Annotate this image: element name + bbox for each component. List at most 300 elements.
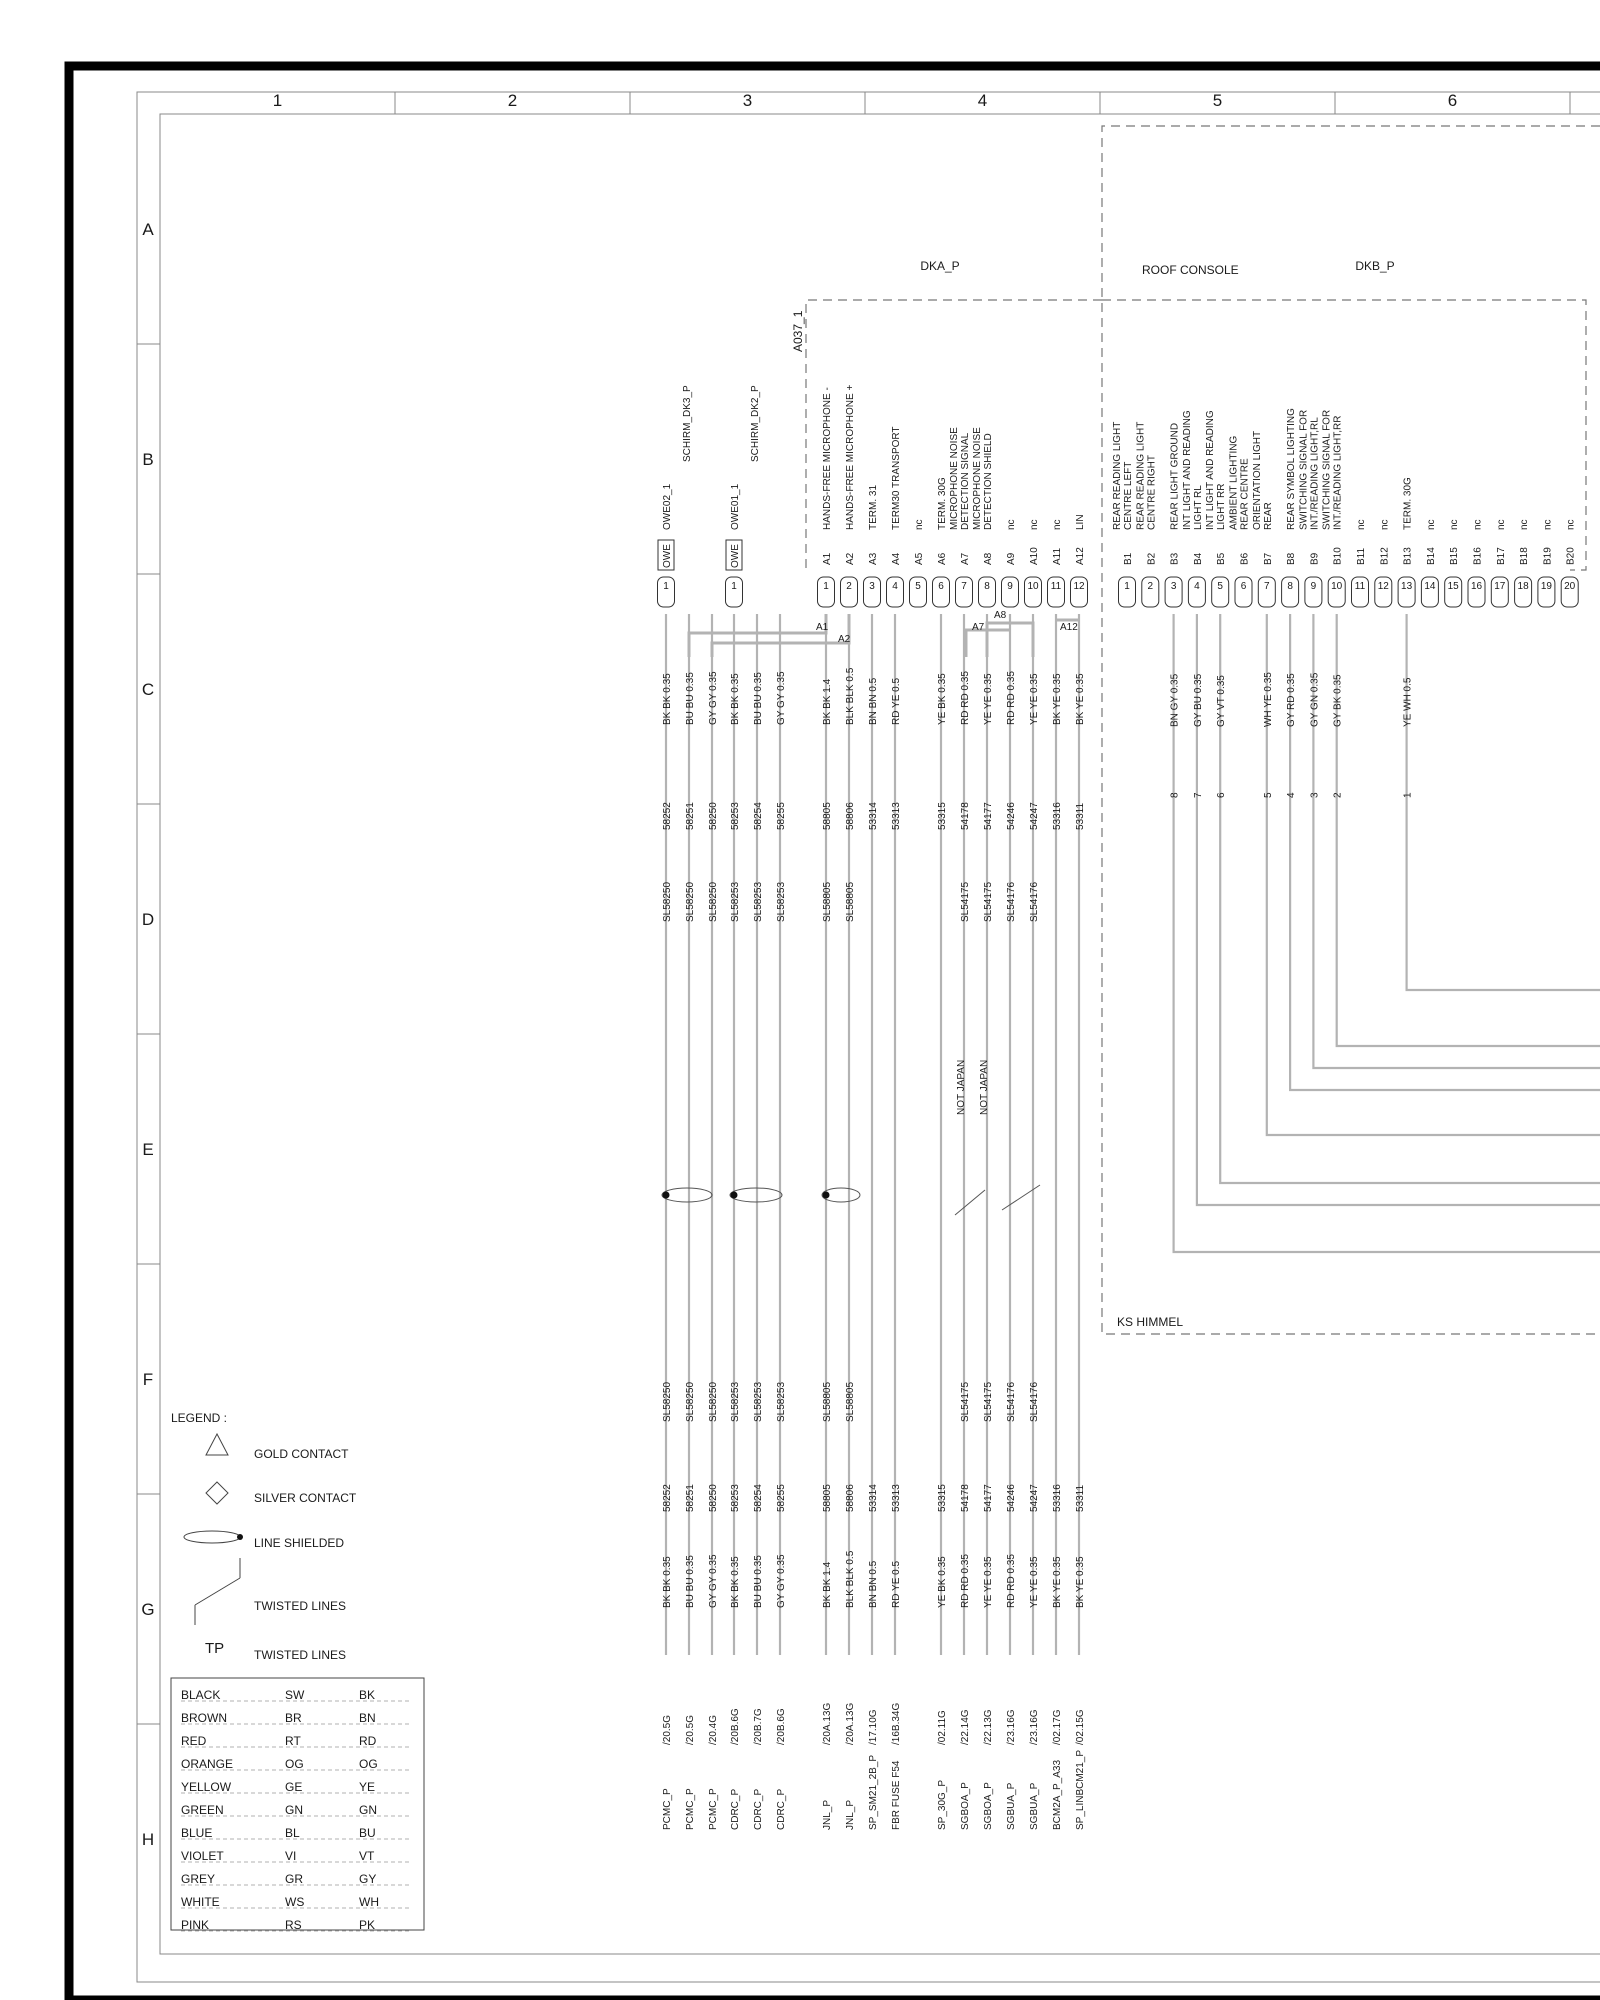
dkb-pin-position: B15 — [1449, 547, 1461, 565]
dkb-pin-position: B3 — [1169, 552, 1181, 565]
drawing-frame — [69, 66, 1600, 2000]
dkb-pin-description: TERM. 30G — [1402, 477, 1414, 530]
dkb-pin-description: REAR — [1262, 502, 1274, 530]
dkb-pin-terminal-number: 4 — [1194, 581, 1200, 592]
dka-pin-position: A11 — [1052, 547, 1063, 565]
dkb-pin-terminal-number: 17 — [1494, 581, 1506, 592]
dkb-pin-position: B8 — [1286, 552, 1298, 565]
dkb-pin-description: nc — [1495, 519, 1507, 530]
wire-destination: JNL_P — [845, 1799, 856, 1830]
legend-title: LEGEND : — [171, 1411, 228, 1425]
wire-number: 58252 — [662, 802, 673, 830]
dka-pin-terminal-number: 2 — [846, 581, 852, 592]
roof-wire — [1407, 614, 1600, 990]
wire-number-lower: 53313 — [891, 1484, 902, 1512]
roof-wire-color: BN GY 0.35 — [1169, 673, 1181, 727]
wire-number: 54177 — [983, 802, 994, 830]
wire-color-code-lower: BK YE 0.35 — [1052, 1556, 1063, 1608]
wire-number: 53313 — [891, 802, 902, 830]
shield-dot — [731, 1192, 738, 1199]
wire-color-code: BLK BLK 0.5 — [845, 667, 856, 725]
not-japan-note: NOT JAPAN — [979, 1059, 990, 1115]
wire-destination: FBR FUSE F54 — [891, 1760, 902, 1830]
dkb-pin-description: nc — [1472, 519, 1484, 530]
shield-dot — [663, 1192, 670, 1199]
wire-destination: SP_30G_P — [937, 1779, 948, 1830]
shield-terminal-number: 1 — [663, 581, 669, 592]
wire-number-lower: 58254 — [753, 1484, 764, 1512]
splice-label: A2 — [838, 634, 851, 645]
dka-pin-position: A3 — [868, 552, 879, 565]
wire-color-code-lower: BK BK 0.35 — [662, 1556, 673, 1608]
dkb-pin-terminal-number: 20 — [1564, 581, 1576, 592]
color-german-code: GR — [285, 1872, 303, 1886]
wire-destination: CDRC_P — [753, 1788, 764, 1830]
shield-tag: OWE — [730, 544, 741, 568]
wire-splice-id: SL54175 — [983, 881, 994, 922]
wire-splice-id-lower: SL58250 — [708, 1381, 719, 1422]
wire-color-code-lower: GY GY 0.35 — [708, 1554, 719, 1608]
wire-color-code: YE YE 0.35 — [983, 673, 994, 725]
wire-color-code: GY GY 0.35 — [708, 671, 719, 725]
wire-splice-id: SL58253 — [776, 881, 787, 922]
dkb-pin-terminal-number: 11 — [1354, 581, 1366, 592]
shield-reference: OWE02_1 — [662, 483, 673, 530]
dkb-pin-description: CENTRE LEFT — [1123, 461, 1134, 530]
dkb-pin-terminal-number: 1 — [1124, 581, 1130, 592]
row-letter: A — [142, 220, 154, 239]
dkb-pin-position: B20 — [1565, 547, 1577, 565]
dkb-pin-position: B2 — [1146, 552, 1158, 565]
roof-wire-color: GY GN 0.35 — [1309, 672, 1321, 727]
splice-label: A1 — [816, 622, 829, 633]
shield-terminal-number: 1 — [731, 581, 737, 592]
dka-pin-terminal-number: 10 — [1027, 581, 1039, 592]
dkb-pin-position: B14 — [1425, 547, 1437, 565]
wire-color-code-lower: YE YE 0.35 — [1029, 1556, 1040, 1608]
row-letter: G — [141, 1600, 155, 1619]
wire-destination: JNL_P — [822, 1799, 833, 1830]
wire-color-code-lower: BK BK 1.4 — [822, 1561, 833, 1608]
roof-wire-color: GY VT 0.35 — [1216, 675, 1228, 727]
dka-pin-terminal-number: 4 — [892, 581, 898, 592]
wire-number: 58251 — [685, 802, 696, 830]
dka-pin-position: A2 — [845, 552, 856, 565]
wire-number: 53314 — [868, 802, 879, 830]
dka-pin-terminal-number: 6 — [938, 581, 944, 592]
splice-label: A7 — [972, 622, 985, 633]
wire-number: 58253 — [730, 802, 741, 830]
legend-silver-contact: SILVER CONTACT — [254, 1491, 357, 1505]
dkb-pin-terminal-number: 15 — [1447, 581, 1459, 592]
dkb-pin-position: B6 — [1239, 552, 1251, 565]
wire-page-reference: /20.5G — [685, 1714, 696, 1745]
dka-pin-description: nc — [914, 519, 925, 530]
color-name: VIOLET — [181, 1849, 224, 1863]
dka-pin-position: A9 — [1006, 552, 1017, 565]
color-german-code: BR — [285, 1711, 302, 1725]
not-japan-note: NOT JAPAN — [956, 1059, 967, 1115]
roof-wire-number: 8 — [1169, 792, 1181, 798]
dkb-pin-terminal-number: 14 — [1424, 581, 1436, 592]
color-german-code: GE — [285, 1780, 303, 1794]
wire-color-code: RD RD 0.35 — [1006, 671, 1017, 725]
dkb-pin-terminal-number: 13 — [1401, 581, 1413, 592]
dkb-pin-description: nc — [1449, 519, 1461, 530]
dka-pin-description: nc — [1052, 519, 1063, 530]
wire-splice-id-lower: SL58253 — [753, 1381, 764, 1422]
dkb-pin-terminal-number: 16 — [1470, 581, 1483, 592]
wire-number: 53316 — [1052, 802, 1063, 830]
column-number: 6 — [1447, 91, 1458, 110]
color-code: BN — [359, 1711, 376, 1725]
shield-tag: OWE — [662, 544, 673, 568]
wire-color-code: BU BU 0.35 — [685, 672, 696, 725]
dka-pin-position: A10 — [1029, 547, 1040, 565]
dkb-pin-position: B19 — [1542, 547, 1554, 565]
wire-color-code: BK YE 0.35 — [1075, 673, 1086, 725]
wire-number-lower: 53311 — [1075, 1484, 1086, 1512]
color-name: BLACK — [181, 1688, 221, 1702]
legend-twisted-lines: TWISTED LINES — [254, 1599, 347, 1613]
roof-console-label: ROOF CONSOLE — [1142, 263, 1239, 277]
dkb-pin-position: B16 — [1472, 547, 1484, 565]
dkb-pin-description: INT./READING LIGHT,RL — [1309, 417, 1321, 530]
dkb-pin-terminal-number: 19 — [1540, 581, 1552, 592]
legend — [171, 1411, 424, 1932]
wire-page-reference: /17.10G — [868, 1709, 879, 1745]
wire-color-code-lower: RD RD 0.35 — [1006, 1554, 1017, 1608]
dkb-pin-terminal-number: 8 — [1287, 581, 1293, 592]
roof-wire-color: YE WH 0.5 — [1402, 677, 1414, 727]
wire-splice-id-lower: SL54176 — [1029, 1381, 1040, 1422]
color-name: BLUE — [181, 1826, 213, 1840]
row-letter: H — [141, 1830, 155, 1849]
color-name: BROWN — [181, 1711, 227, 1725]
dkb-pin-description: CENTRE RIGHT — [1146, 455, 1158, 530]
column-number: 2 — [507, 91, 518, 110]
dka-pin-position: A8 — [983, 552, 994, 565]
dkb-pin-position: B10 — [1332, 547, 1344, 565]
dkb-pin-description: REAR SYMBOL LIGHTING — [1286, 408, 1298, 530]
wire-page-reference: /20B.6G — [730, 1708, 741, 1745]
wire-page-reference: /20.5G — [662, 1714, 673, 1745]
wire-color-code: GY GY 0.35 — [776, 671, 787, 725]
splice-label: A12 — [1060, 622, 1078, 633]
wire-splice-id-lower: SL58805 — [822, 1381, 833, 1422]
shield-name: SCHIRM_DK2_P — [750, 385, 761, 462]
dkb-pin-description: INT./READING LIGHT,RR — [1332, 415, 1344, 530]
dkb-pin-description: REAR READING LIGHT — [1135, 421, 1147, 530]
dkb-pin-position: B4 — [1192, 552, 1204, 565]
wire-page-reference: /02.11G — [937, 1710, 948, 1745]
wire-destination: PCMC_P — [685, 1788, 696, 1830]
roof-wire-color: GY BU 0.35 — [1192, 673, 1204, 727]
wire-color-code: BK BK 0.35 — [730, 673, 741, 725]
wire-destination: CDRC_P — [776, 1788, 787, 1830]
module-reference: A037_1 — [791, 310, 805, 352]
wire-destination: BCM2A_P_A33 — [1052, 1759, 1063, 1830]
dka-pin-description: HANDS-FREE MICROPHONE + — [845, 384, 856, 530]
wire-number-lower: 58255 — [776, 1484, 787, 1512]
dka-pin-terminal-number: 5 — [915, 581, 921, 592]
wire-splice-id: SL58253 — [753, 881, 764, 922]
roof-wire-number: 4 — [1286, 792, 1298, 798]
wire-splice-id: SL54176 — [1006, 881, 1017, 922]
color-name: YELLOW — [181, 1780, 232, 1794]
color-german-code: GN — [285, 1803, 303, 1817]
wire-splice-id-lower: SL54175 — [960, 1381, 971, 1422]
roof-console-wiring — [1170, 614, 1600, 1252]
dka-pin-description: MICROPHONE NOISE — [949, 427, 960, 530]
connector-blocks — [658, 126, 1600, 1334]
wire-number-lower: 54247 — [1029, 1484, 1040, 1512]
wire-color-code: BK BK 1.4 — [822, 678, 833, 725]
dkb-pin-terminal-number: 6 — [1240, 581, 1247, 592]
color-code: WH — [359, 1895, 379, 1909]
wire-color-code: BK BK 0.35 — [662, 673, 673, 725]
dkb-pin-description: SWITCHING SIGNAL FOR — [1321, 409, 1333, 530]
wire-destination: PCMC_P — [708, 1788, 719, 1830]
wire-splice-id: SL58250 — [685, 881, 696, 922]
color-german-code: BL — [285, 1826, 300, 1840]
dkb-pin-description: REAR CENTRE — [1239, 458, 1251, 530]
wire-number-lower: 58253 — [730, 1484, 741, 1512]
color-code: RD — [359, 1734, 377, 1748]
wire-color-code: BN BN 0.5 — [868, 677, 879, 725]
wire-number-lower: 54246 — [1006, 1484, 1017, 1512]
dkb-pin-terminal-number: 18 — [1517, 581, 1529, 592]
roof-wire — [1337, 614, 1600, 1046]
wire-splice-id: SL58253 — [730, 881, 741, 922]
dkb-pin-description: nc — [1425, 519, 1437, 530]
dkb-pin-terminal-number: 7 — [1264, 581, 1270, 592]
color-code: BK — [359, 1688, 376, 1702]
wire-color-code-lower: BLK BLK 0.5 — [845, 1550, 856, 1608]
dka-pin-description: DETECTION SHIELD — [983, 433, 994, 530]
wire-splice-id-lower: SL54175 — [983, 1381, 994, 1422]
wire-page-reference: /16B.34G — [891, 1702, 902, 1745]
wire-destination: SP_LINBCM21_P — [1075, 1749, 1086, 1830]
wire-color-code-lower: GY GY 0.35 — [776, 1554, 787, 1608]
dkb-pin-position: B1 — [1123, 552, 1134, 565]
wire-page-reference: /23.16G — [1006, 1709, 1017, 1745]
wire-splice-id: SL54175 — [960, 881, 971, 922]
color-name: RED — [181, 1734, 207, 1748]
twisted-marker — [1002, 1185, 1040, 1210]
wire-destination: SP_SM21_2B_P — [868, 1754, 879, 1830]
dka-pin-position: A4 — [891, 552, 902, 565]
column-number: 5 — [1212, 91, 1223, 110]
shield-dot — [823, 1192, 830, 1199]
dkb-pin-position: B12 — [1379, 547, 1391, 565]
wire-number: 53311 — [1075, 802, 1086, 830]
dkb-pin-terminal-number: 9 — [1310, 581, 1317, 592]
dka-pin-terminal-number: 9 — [1007, 581, 1013, 592]
color-code: VT — [359, 1849, 375, 1863]
dkb-pin-position: B7 — [1262, 552, 1274, 565]
wire-splice-id: SL58805 — [822, 881, 833, 922]
wire-page-reference: /02.17G — [1052, 1709, 1063, 1745]
wire-page-reference: /20B.7G — [753, 1708, 764, 1745]
color-name: PINK — [181, 1918, 210, 1932]
title-frame — [137, 92, 1600, 1982]
wire-page-reference: /22.13G — [983, 1709, 994, 1745]
roof-console-boundary — [1102, 126, 1600, 1334]
color-german-code: WS — [285, 1895, 305, 1909]
wire-destination: SGBUA_P — [1029, 1782, 1040, 1830]
dkb-pin-description: nc — [1379, 519, 1391, 530]
wire-splice-id-lower: SL58805 — [845, 1381, 856, 1422]
roof-wire-number: 2 — [1332, 792, 1344, 798]
column-number: 1 — [272, 91, 283, 110]
dkb-pin-description: LIGHT RR — [1216, 483, 1228, 530]
color-code: YE — [359, 1780, 376, 1794]
dkb-pin-position: B9 — [1309, 552, 1321, 565]
shield-dot-icon — [237, 1534, 243, 1540]
roof-wire-number: 3 — [1309, 792, 1321, 798]
roof-wire — [1197, 614, 1600, 1205]
shield-name: SCHIRM_DK3_P — [682, 385, 693, 462]
dkb-pin-terminal-number: 5 — [1217, 581, 1223, 592]
wire-color-code: RD RD 0.35 — [960, 671, 971, 725]
wire-splice-id: SL54176 — [1029, 881, 1040, 922]
wire-number-lower: 53315 — [937, 1484, 948, 1512]
wire-destination: PCMC_P — [662, 1788, 673, 1830]
dkb-pin-position: B17 — [1495, 547, 1507, 565]
legend-tp: TP — [205, 1640, 225, 1657]
roof-wire-number: 1 — [1402, 792, 1414, 798]
outer-border — [69, 66, 1600, 2000]
dkb-pin-description: nc — [1542, 519, 1554, 530]
color-german-code: OG — [285, 1757, 304, 1771]
wire-color-code-lower: YE YE 0.35 — [983, 1556, 994, 1608]
color-code: GY — [359, 1872, 377, 1886]
wire-splice-id-lower: SL58253 — [776, 1381, 787, 1422]
dkb-pin-position: B11 — [1356, 547, 1367, 565]
shield-ellipse-icon — [184, 1531, 240, 1543]
wire-color-code-lower: BK BK 0.35 — [730, 1556, 741, 1608]
row-letter: E — [142, 1140, 154, 1159]
wire-color-code-lower: BU BU 0.35 — [753, 1555, 764, 1608]
dka-pin-position: A5 — [914, 552, 925, 565]
wire-color-code-lower: RD YE 0.5 — [891, 1560, 902, 1608]
dka-pin-terminal-number: 11 — [1050, 581, 1062, 592]
twisted-lines-icon — [195, 1578, 240, 1605]
row-letter: B — [142, 450, 154, 469]
wire-page-reference: /22.14G — [960, 1709, 971, 1745]
dka-pin-position: A12 — [1075, 547, 1086, 565]
dka-pin-description: nc — [1029, 519, 1040, 530]
row-letter: D — [141, 910, 155, 929]
silver-contact-icon — [206, 1482, 228, 1504]
dka-pin-description: TERM. 31 — [868, 484, 879, 530]
wire-number-lower: 58805 — [822, 1484, 833, 1512]
dka-pin-position: A6 — [937, 552, 948, 565]
row-letter: F — [142, 1370, 154, 1389]
wire-page-reference: /23.16G — [1029, 1709, 1040, 1745]
roof-wire-number: 5 — [1262, 792, 1274, 798]
wire-number: 58255 — [776, 802, 787, 830]
wire-page-reference: /20A.13G — [822, 1702, 833, 1745]
wire-page-reference: /20A.13G — [845, 1702, 856, 1745]
dkb-pin-description: AMBIENT LIGHTING — [1228, 435, 1240, 530]
wire-splice-id-lower: SL54176 — [1006, 1381, 1017, 1422]
wire-number-lower: 58806 — [845, 1484, 856, 1512]
wire-color-code: RD YE 0.5 — [891, 677, 902, 725]
wire-splice-id: SL58250 — [708, 881, 719, 922]
wire-color-code: BU BU 0.35 — [753, 672, 764, 725]
wire-number-lower: 54177 — [983, 1484, 994, 1512]
wire-number: 54247 — [1029, 802, 1040, 830]
dka-pin-position: A1 — [822, 552, 833, 565]
color-german-code: RS — [285, 1918, 302, 1932]
dkb-pin-terminal-number: 12 — [1377, 581, 1389, 592]
roof-wire-number: 7 — [1192, 792, 1204, 798]
dkb-pin-position: B13 — [1402, 547, 1414, 565]
color-german-code: RT — [285, 1734, 301, 1748]
dka-pin-terminal-number: 12 — [1073, 581, 1085, 592]
column-number: 3 — [742, 91, 753, 110]
dkb-pin-terminal-number: 2 — [1147, 581, 1154, 592]
color-code: OG — [359, 1757, 378, 1771]
wire-page-reference: /20B.6G — [776, 1708, 787, 1745]
wire-splice-id-lower: SL58253 — [730, 1381, 741, 1422]
dka-pin-description: LIN — [1075, 514, 1086, 530]
wire-page-reference: /20.4G — [708, 1714, 719, 1745]
color-code: GN — [359, 1803, 377, 1817]
legend-tp-label: TWISTED LINES — [254, 1648, 347, 1662]
wire-splice-id-lower: SL58250 — [662, 1381, 673, 1422]
wire-number-lower: 53316 — [1052, 1484, 1063, 1512]
wire-splice-id: SL58805 — [845, 881, 856, 922]
roof-wire — [1174, 614, 1600, 1252]
wire-splice-id: SL58250 — [662, 881, 673, 922]
wire-splice-id-lower: SL58250 — [685, 1381, 696, 1422]
roof-wire-color: WH YE 0.35 — [1262, 672, 1274, 727]
color-name: GREEN — [181, 1803, 224, 1817]
wire-color-code: YE BK 0.35 — [937, 673, 948, 725]
gold-contact-icon — [206, 1434, 228, 1455]
roof-wire-number: 6 — [1216, 792, 1228, 798]
wire-number: 58805 — [822, 802, 833, 830]
dka-pin-terminal-number: 1 — [823, 581, 829, 592]
dkb-pin-description: nc — [1356, 519, 1367, 530]
dka-pin-position: A7 — [960, 552, 971, 565]
splice-label: A8 — [994, 610, 1007, 621]
wire-color-code: BK YE 0.35 — [1052, 673, 1063, 725]
dkb-pin-description: INT LIGHT AND READING — [1205, 410, 1217, 530]
wire-destination: SGBOA_P — [983, 1782, 994, 1830]
wire-destination: SGBOA_P — [960, 1782, 971, 1830]
dkb-connector-title: DKB_P — [1355, 259, 1395, 273]
roof-wire-color: GY BK 0.35 — [1332, 674, 1344, 727]
dkb-pin-description: nc — [1519, 519, 1531, 530]
dka-pin-terminal-number: 3 — [869, 581, 875, 592]
wire-number: 58254 — [753, 802, 764, 830]
wire-destination: SGBUA_P — [1006, 1782, 1017, 1830]
wire-number: 54178 — [960, 802, 971, 830]
color-name: WHITE — [181, 1895, 220, 1909]
dka-pin-terminal-number: 8 — [984, 581, 990, 592]
wire-color-code-lower: YE BK 0.35 — [937, 1556, 948, 1608]
dka-pin-description: TERM. 30G — [937, 477, 948, 530]
legend-line-shielded: LINE SHIELDED — [254, 1536, 345, 1550]
ks-himmel-label: KS HIMMEL — [1117, 1315, 1184, 1329]
shield-reference: OWE01_1 — [730, 483, 741, 530]
legend-gold-contact: GOLD CONTACT — [254, 1447, 349, 1461]
color-name: GREY — [181, 1872, 216, 1886]
